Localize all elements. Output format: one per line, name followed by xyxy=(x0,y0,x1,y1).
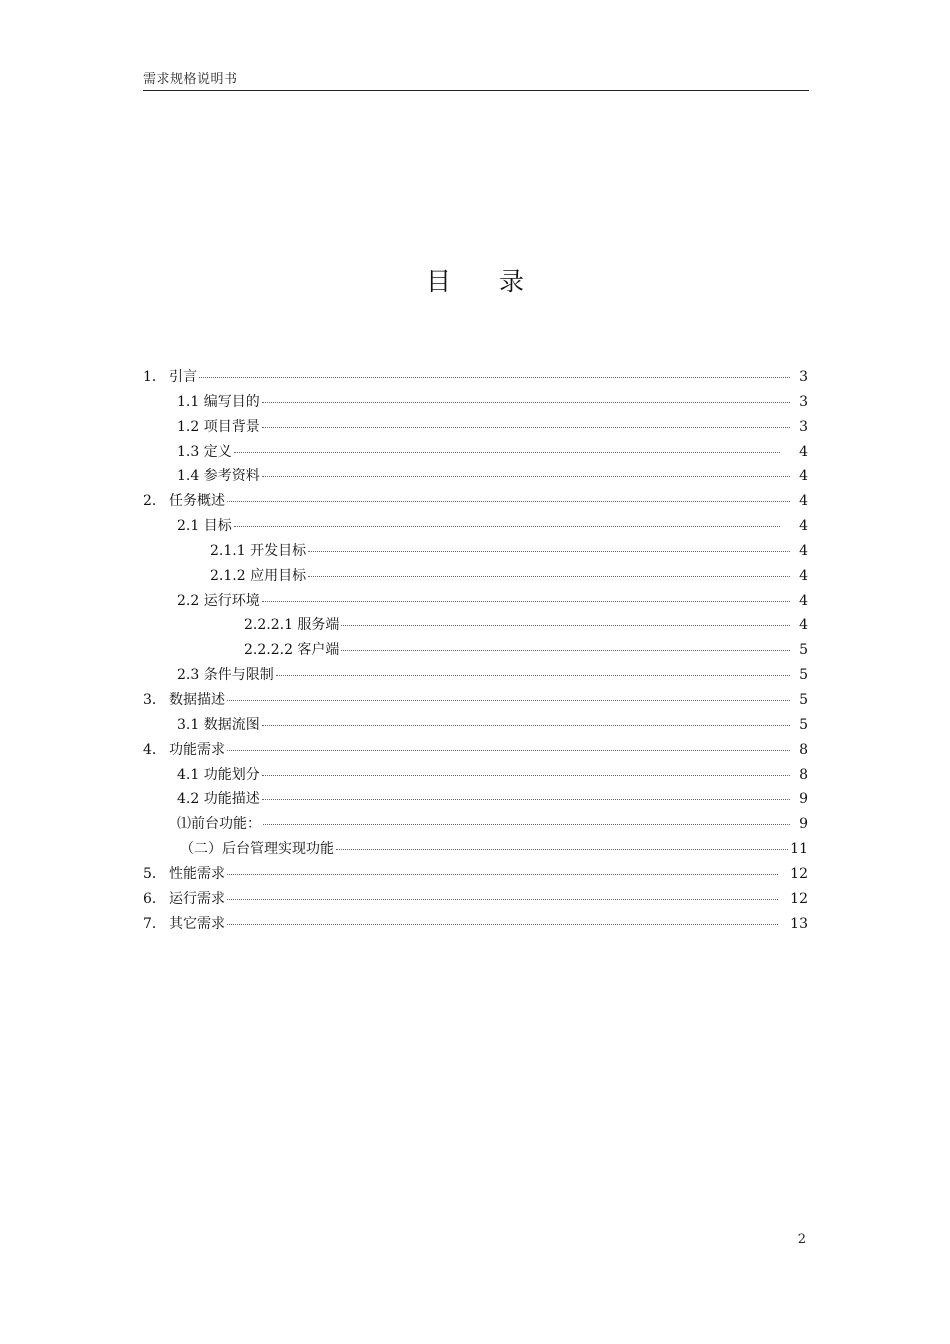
toc-entry-1-1[interactable] xyxy=(143,390,808,415)
toc-entry-label: 数据描述 xyxy=(169,691,225,708)
toc-dot-leader xyxy=(234,452,780,453)
page-number: 2 xyxy=(797,1232,806,1247)
toc-entry-page: 4 xyxy=(799,443,808,460)
toc-dot-leader xyxy=(262,799,790,800)
toc-dot-leader xyxy=(262,427,790,428)
toc-dot-leader xyxy=(341,650,790,651)
toc-entry-label: 任务概述 xyxy=(169,493,225,510)
toc-entry-2-2-2-2[interactable] xyxy=(143,638,808,663)
toc-entry-2-2[interactable] xyxy=(143,589,808,614)
toc-entry-1-3[interactable] xyxy=(143,440,808,465)
toc-entry-3-1[interactable] xyxy=(143,713,808,738)
toc-entry-page: 4 xyxy=(799,493,808,510)
toc-entry-number: 1． xyxy=(143,369,166,385)
toc-entry-label: 1.2 项目背景 xyxy=(177,418,260,435)
toc-dot-leader xyxy=(336,849,788,850)
toc-entry-4[interactable] xyxy=(143,738,808,763)
toc-entry-page: 4 xyxy=(799,542,808,559)
toc-entry-label: 2.2.2.2 客户端 xyxy=(244,642,340,659)
toc-dot-leader xyxy=(234,526,780,527)
toc-dot-leader xyxy=(227,924,778,925)
toc-entry-6[interactable] xyxy=(143,887,808,912)
toc-dot-leader xyxy=(276,675,790,676)
toc-entry-2-1[interactable] xyxy=(143,514,808,539)
toc-dot-leader xyxy=(263,824,790,825)
toc-entry-page: 8 xyxy=(799,741,808,758)
toc-title xyxy=(0,262,950,302)
toc-entry-3[interactable] xyxy=(143,688,808,713)
toc-entry-7[interactable] xyxy=(143,912,808,937)
toc-entry-number: 4． xyxy=(143,741,166,758)
toc-entry-number: 5． xyxy=(143,865,166,882)
toc-entry-label: 2.1.1 开发目标 xyxy=(210,542,307,559)
toc-entry-page: 5 xyxy=(799,642,808,659)
toc-entry-number: 6． xyxy=(143,890,166,907)
toc-dot-leader xyxy=(227,700,790,701)
toc-entry-label: 4.1 功能划分 xyxy=(177,766,260,783)
toc-entry-label: 功能需求 xyxy=(169,741,225,758)
toc-entry-page: 13 xyxy=(790,915,808,932)
toc-dot-leader xyxy=(308,551,790,552)
toc-entry-2-1-1[interactable] xyxy=(143,539,808,564)
page-header xyxy=(143,70,809,91)
toc-entry-page: 8 xyxy=(799,766,808,783)
toc-title-char-1: 目 xyxy=(425,267,451,296)
toc-entry-2-3[interactable] xyxy=(143,663,808,688)
toc-entry-page: 5 xyxy=(799,667,808,684)
toc-entry-label: 2.2 运行环境 xyxy=(177,592,260,609)
toc-entry-page: 4 xyxy=(799,567,808,584)
toc-entry-page: 4 xyxy=(799,592,808,609)
toc-dot-leader xyxy=(227,750,790,751)
toc-entry-page: 12 xyxy=(790,890,808,907)
toc-entry-2-1-2[interactable] xyxy=(143,564,808,589)
toc-entry-2[interactable] xyxy=(143,489,808,514)
toc-entry-backend-functions[interactable] xyxy=(143,837,808,862)
toc-entry-label: 4.2 功能描述 xyxy=(177,791,260,808)
toc-title-char-2: 录 xyxy=(499,267,525,296)
toc-entry-number: 2． xyxy=(143,493,166,510)
toc-entry-page: 3 xyxy=(799,369,808,385)
toc-dot-leader xyxy=(262,601,790,602)
toc-entry-page: 3 xyxy=(799,418,808,435)
toc-entry-label: 2.2.2.1 服务端 xyxy=(244,617,340,634)
toc-entry-label: 2.3 条件与限制 xyxy=(177,667,274,684)
toc-dot-leader xyxy=(262,775,790,776)
toc-dot-leader xyxy=(341,625,790,626)
toc-entry-label: 2.1 目标 xyxy=(177,518,232,535)
toc-entry-label: 性能需求 xyxy=(169,865,225,882)
toc-entry-label: ⑴前台功能： xyxy=(177,816,261,833)
toc-entry-page: 12 xyxy=(790,865,808,882)
toc-dot-leader xyxy=(262,725,790,726)
toc-entry-label: 1.3 定义 xyxy=(177,443,232,460)
toc-entry-label: 其它需求 xyxy=(169,915,225,932)
toc-entry-1-4[interactable] xyxy=(143,464,808,489)
toc-entry-1[interactable] xyxy=(143,365,808,390)
toc-entry-4-2[interactable] xyxy=(143,787,808,812)
toc-entry-page: 4 xyxy=(799,617,808,634)
toc-dot-leader xyxy=(262,402,790,403)
toc-dot-leader xyxy=(227,501,790,502)
toc-entry-2-2-2-1[interactable] xyxy=(143,613,808,638)
toc-entry-label: （二）后台管理实现功能 xyxy=(180,841,334,858)
toc-entry-label: 3.1 数据流图 xyxy=(177,716,260,733)
toc-dot-leader xyxy=(227,899,778,900)
toc-entry-page: 3 xyxy=(799,393,808,410)
toc-entry-page: 4 xyxy=(799,518,808,535)
toc-dot-leader xyxy=(227,874,778,875)
toc-entry-label: 运行需求 xyxy=(169,890,225,907)
toc-entry-page: 11 xyxy=(790,841,808,858)
toc-entry-4-1[interactable] xyxy=(143,763,808,788)
table-of-contents xyxy=(143,365,808,936)
toc-entry-page: 5 xyxy=(799,691,808,708)
toc-entry-5[interactable] xyxy=(143,862,808,887)
toc-entry-label: 2.1.2 应用目标 xyxy=(210,567,307,584)
toc-entry-page: 5 xyxy=(799,716,808,733)
toc-entry-label: 引言 xyxy=(169,369,197,385)
toc-entry-page: 9 xyxy=(799,791,808,808)
toc-entry-label: 1.4 参考资料 xyxy=(177,468,260,485)
toc-entry-label: 1.1 编写目的 xyxy=(177,393,260,410)
toc-dot-leader xyxy=(262,476,790,477)
header-title: 需求规格说明书 xyxy=(143,72,238,87)
toc-entry-page: 9 xyxy=(799,816,808,833)
toc-entry-1-2[interactable] xyxy=(143,415,808,440)
toc-entry-frontend-functions[interactable] xyxy=(143,812,808,837)
toc-dot-leader xyxy=(308,576,790,577)
toc-entry-number: 7． xyxy=(143,915,166,932)
toc-dot-leader xyxy=(199,377,790,378)
toc-entry-number: 3． xyxy=(143,691,166,708)
toc-entry-page: 4 xyxy=(799,468,808,485)
